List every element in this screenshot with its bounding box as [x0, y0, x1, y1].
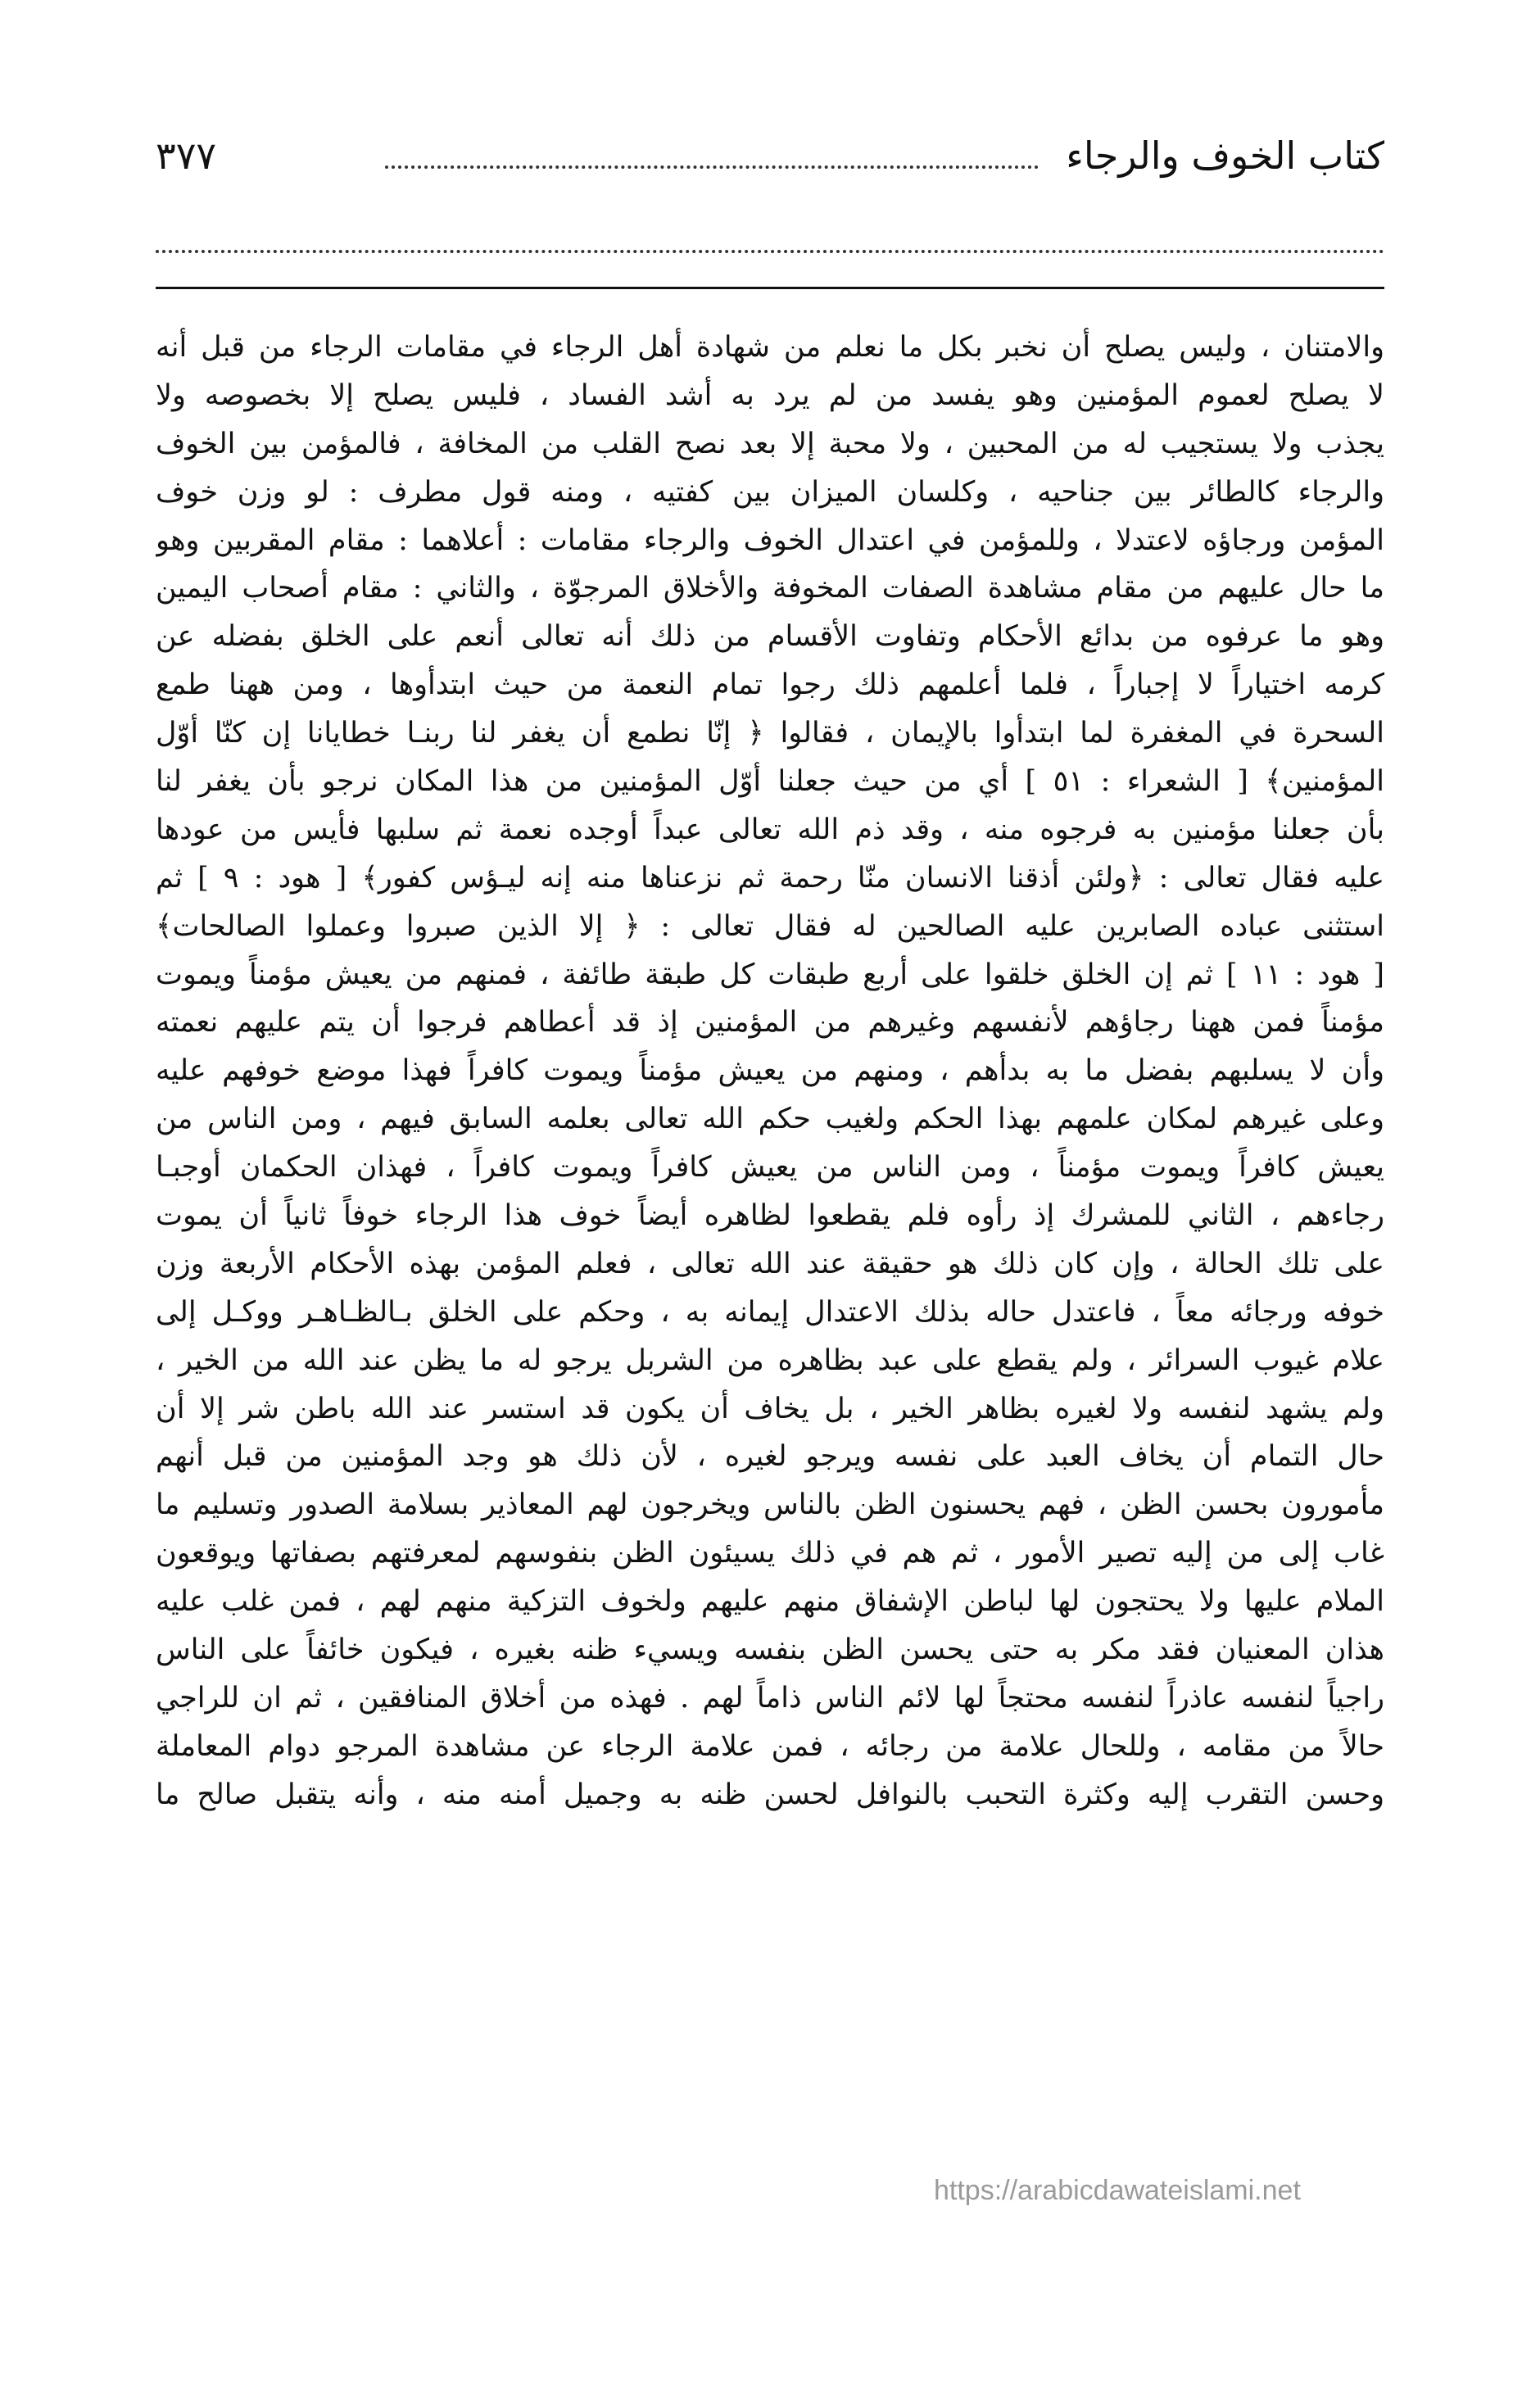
text-line: غاب إلى من إليه تصير الأمور ، ثم هم في ذلك يسيئون الظن بنفوسهم لمعرفتهم بصفاتها ويوقعون — [156, 1537, 1384, 1570]
text-line: والرجاء كالطائر بين جناحيه ، وكلسان الميزان بين كفتيه ، ومنه قول مطرف : لو وزن خوف — [156, 475, 1384, 509]
text-line: وأن لا يسلبهم بفضل ما به بدأهم ، ومنهم من يعيش مؤمناً ويموت كافراً فهذا موضع خوفهم عليه — [156, 1054, 1384, 1088]
text-line: والامتنان ، وليس يصلح أن نخبر بكل ما نعلم من شهادة أهل الرجاء في مقامات الرجاء من قبل أنه — [156, 331, 1384, 364]
text-line: عليه فقال تعالى : ﴿ولئن أذقنا الانسان منّا رحمة ثم نزعناها منه إنه ليـؤس كفور﴾ [ هود : ٩ ] ثم — [156, 861, 1384, 895]
text-line: المؤمن ورجاؤه لاعتدلا ، وللمؤمن في اعتدال الخوف والرجاء مقامات : أعلاهما : مقام المقربين وهو — [156, 523, 1384, 557]
text-line: حالاً من مقامه ، وللحال علامة من رجائه ، فمن علامة الرجاء عن مشاهدة المرجو دوام المعاملة — [156, 1729, 1384, 1763]
text-line: كرمه اختياراً لا إجباراً ، فلما أعلمهم ذلك رجوا تمام النعمة من حيث ابتدأوها ، ومن ههنا طمع — [156, 668, 1384, 702]
text-line: السحرة في المغفرة لما ابتدأوا بالإيمان ، فقالوا ﴿ إنّا نطمع أن يغفر لنا ربنـا خطايانا إن كنّا أوّل — [156, 717, 1384, 750]
text-line: مؤمناً فمن ههنا رجاؤهم لأنفسهم وغيرهم من المؤمنين إذ قد أعطاهم فرجوا أن يتم عليهم نعمته — [156, 1006, 1384, 1040]
text-line: الملام عليها ولا يحتجون لها لباطن الإشفاق منهم عليهم ولخوف التزكية منهم لهم ، فمن غلب عليه — [156, 1585, 1384, 1619]
dotted-separator — [156, 250, 1384, 253]
horizontal-rule — [156, 287, 1384, 289]
text-line: وحسن التقرب إليه وكثرة التحبب بالنوافل لحسن ظنه به وجميل أمنه منه ، وأنه يتقبل صالح ما — [156, 1778, 1384, 1811]
text-line: هذان المعنيان فقد مكر به حتى يحسن الظن بنفسه ويسيء ظنه بغيره ، فيكون خائفاً على الناس — [156, 1633, 1384, 1667]
text-line: رجاءهم ، الثاني للمشرك إذ رأوه فلم يقطعوا لظاهره أيضاً خوف هذا الرجاء خوفاً ثانياً أن يموت — [156, 1199, 1384, 1233]
text-line: استثنى عباده الصابرين عليه الصالحين له فقال تعالى : ﴿ إلا الذين صبروا وعملوا الصالحات﴾ — [156, 909, 1384, 943]
text-line: المؤمنين﴾ [ الشعراء : ٥١ ] أي من حيث جعلنا أوّل المؤمنين من هذا المكان نرجو بأن يغفر لنا — [156, 765, 1384, 799]
text-line: وهو ما عرفوه من بدائع الأحكام وتفاوت الأقسام من ذلك أنه تعالى أنعم على الخلق بفضله عن — [156, 620, 1384, 654]
text-line: وعلى غيرهم لمكان علمهم بهذا الحكم ولغيب حكم الله تعالى بعلمه السابق فيهم ، ومن الناس من — [156, 1103, 1384, 1136]
text-line: مأمورون بحسن الظن ، فهم يحسنون الظن بالناس ويخرجون لهم المعاذير بسلامة الصدور وتسليم ما — [156, 1488, 1384, 1522]
text-line: راجياً لنفسه عاذراً لنفسه محتجاً لها لائم الناس ذاماً لهم . فهذه من أخلاق المنافقين ، ثم ان للراجي — [156, 1681, 1384, 1715]
text-line: يجذب ولا يستجيب له من المحبين ، ولا محبة إلا بعد نصح القلب من المخافة ، فالمؤمن بين الخوف — [156, 427, 1384, 460]
text-line: ما حال عليهم من مقام مشاهدة الصفات المخوفة والأخلاق المرجوّة ، والثاني : مقام أصحاب اليمين — [156, 572, 1384, 605]
text-line: لا يصلح لعموم المؤمنين وهو يفسد من لم يرد به أشد الفساد ، فليس يصلح إلا بخصوصه ولا — [156, 378, 1384, 412]
body-text — [156, 324, 1384, 1819]
watermark: https://arabicdawateislami.net — [934, 2175, 1301, 2206]
text-line: خوفه ورجائه معاً ، فاعتدل حاله بذلك الاعتدال إيمانه به ، وحكم على الخلق بـالظـاهـر ووكـل إلى — [156, 1295, 1384, 1329]
header-dotted-leader — [385, 165, 1039, 169]
page-number: ٣٧٧ — [156, 134, 217, 178]
text-line: حال التمام أن يخاف العبد على نفسه ويرجو لغيره ، لأن ذلك هو وجد المؤمنين من قبل أنهم — [156, 1440, 1384, 1474]
text-line: ولم يشهد لنفسه ولا لغيره بظاهر الخير ، بل يخاف أن يكون قد استسر عند الله باطن شر إلا أن — [156, 1392, 1384, 1425]
book-title: كتاب الخوف والرجاء — [1066, 134, 1384, 178]
text-line: علام غيوب السرائر ، ولم يقطع على عبد بظاهره من الشربل يرجو له ما يظن عند الله من الخير ، — [156, 1343, 1384, 1377]
text-line: يعيش كافراً ويموت مؤمناً ، ومن الناس من يعيش كافراً ويموت كافراً ، فهذان الحكمان أوجبـا — [156, 1151, 1384, 1185]
text-line: [ هود : ١١ ] ثم إن الخلق خلقوا على أربع طبقات كل طبقة طائفة ، فمنهم من يعيش مؤمناً ويموت — [156, 958, 1384, 991]
page-header — [0, 123, 1540, 197]
text-line: بأن جعلنا مؤمنين به فرجوه منه ، وقد ذم الله تعالى عبداً أوجده نعمة ثم سلبها فأيس من عودها — [156, 813, 1384, 846]
text-line: على تلك الحالة ، وإن كان ذلك هو حقيقة عند الله تعالى ، فعلم المؤمن بهذه الأحكام الأربعة وزن — [156, 1247, 1384, 1280]
